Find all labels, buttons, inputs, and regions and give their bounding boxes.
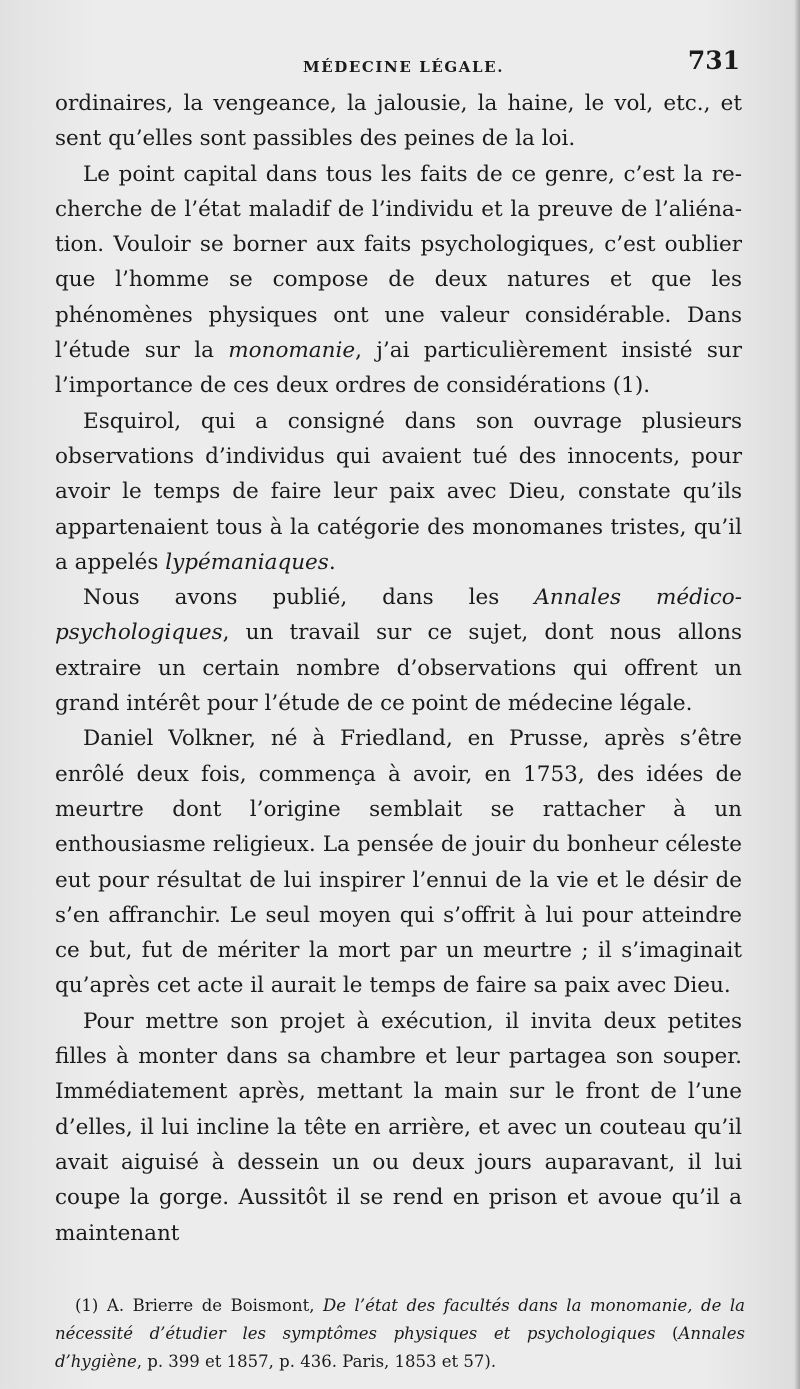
paragraph-3-text-b: .	[328, 549, 336, 575]
paragraph-6-text: Pour mettre son projet à exécution, il invita deux petites filles à monter dans sa chambre et leur partagea son souper. Immédiatement après, mettant la main sur le front de l’une d’elles, il lui incline la tête en arrière, et avec un couteau qu’il avait aiguisé à dessein un ou deux jours auparavant, il lui coupe la gorge. Aussitôt il se rend en prison et avoue qu’il a maintenant	[55, 1008, 742, 1246]
paragraph-3	[55, 404, 742, 580]
footnote-1	[55, 1292, 745, 1376]
body-text	[55, 86, 742, 1251]
footnote-title: De l’état des facultés dans la monomanie, de la nécessité d’étudier les symptômes physiques et psychologiques	[55, 1296, 745, 1343]
paragraph-1-text: ordinaires, la vengeance, la jalousie, la haine, le vol, etc., et sent qu’elles sont passibles des peines de la loi.	[55, 91, 742, 152]
footnote-paren: (	[655, 1324, 679, 1343]
paragraph-5-text: Daniel Volkner, né à Friedland, en Prusse, après s’être enrôlé deux fois, commença à avoir, en 1753, des idées de meurtre dont l’origine semblait se rattacher à un enthousiasme religieux. La pensée de jouir du bonheur céleste eut pour résultat de lui inspirer l’ennui de la vie et le désir de s’en affranchir. Le seul moyen qui s’offrit à lui pour atteindre ce but, fut de mériter la mort par un meurtre ; il s’imaginait qu’après cet acte il aurait le temps de faire sa paix avec Dieu.	[55, 726, 742, 999]
paragraph-3-emphasis: lypémaniaques	[165, 549, 329, 575]
paragraph-5	[55, 721, 742, 1003]
page-header	[55, 44, 740, 84]
footnote	[55, 1292, 745, 1376]
paragraph-2-text-a: Le point capital dans tous les faits de ce genre, c’est la recherche de l’état maladif de l’individu et la preuve de l’aliénation. Vouloir se borner aux faits psychologiques, c’est oublier que l’homme se compose de deux natures et que les phénomènes physiques ont une valeur considérable. Dans l’étude sur la	[55, 161, 742, 364]
paragraph-4-emphasis: Annales médico-psychologiques	[55, 585, 743, 646]
paragraph-1	[55, 86, 742, 157]
paragraph-6	[55, 1004, 742, 1251]
footnote-tail: , p. 399 et 1857, p. 436. Paris, 1853 et 57).	[136, 1352, 497, 1371]
footnote-journal: Annales d’hygiène	[55, 1324, 745, 1371]
footnote-lead: (1) A. Brierre de Boismont,	[75, 1296, 324, 1315]
paragraph-3-text-a: Esquirol, qui a consigné dans son ouvrage plusieurs observations d’individus qui avaient tué des innocents, pour avoir le temps de faire leur paix avec Dieu, constate qu’ils appartenaient tous à la catégorie des monomanes tristes, qu’il a appelés	[55, 408, 742, 575]
running-title: MÉDECINE LÉGALE.	[303, 58, 505, 76]
paragraph-4	[55, 580, 742, 721]
page-number: 731	[687, 46, 740, 75]
paragraph-2-text-b: , j’ai particulièrement insisté sur l’importance de ces deux ordres de considérations (1).	[55, 338, 742, 399]
paragraph-2-emphasis: monomanie	[228, 338, 356, 364]
paragraph-4-text-b: , un travail sur ce sujet, dont nous allons extraire un certain nombre d’observations qui offrent un grand intérêt pour l’étude de ce point de médecine légale.	[55, 620, 742, 717]
paragraph-2	[55, 157, 742, 404]
paragraph-4-text-a: Nous avons publié, dans les	[83, 585, 535, 611]
